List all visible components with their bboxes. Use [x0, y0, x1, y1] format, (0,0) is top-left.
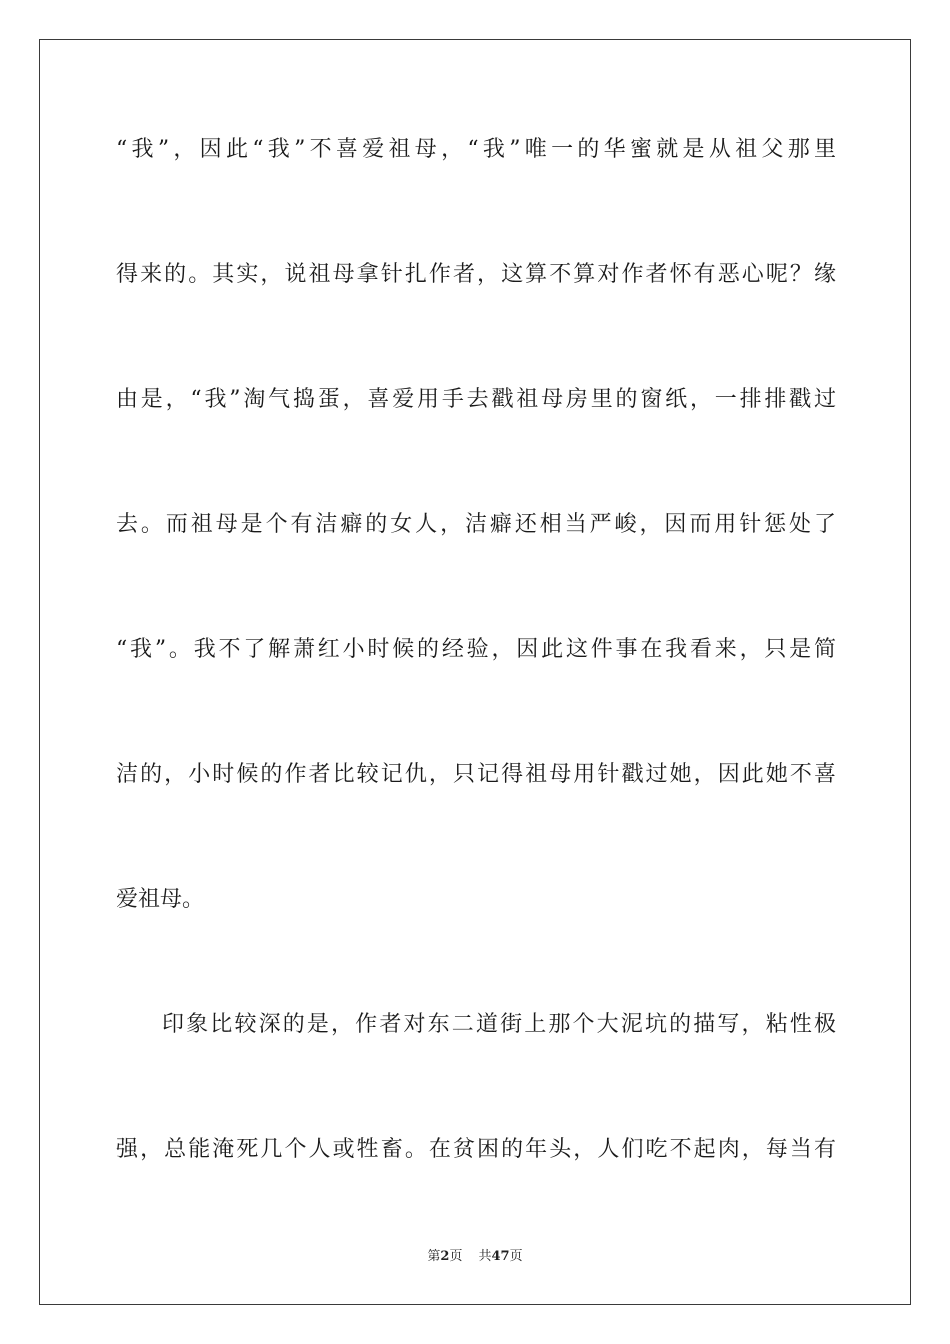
total-prefix: 共 [478, 1249, 492, 1264]
total-pages: 47 [491, 1249, 510, 1264]
text-line: “我”。我不了解萧红小时候的经验，因此这件事在我看来，只是简 [116, 637, 836, 662]
total-suffix: 页 [509, 1249, 523, 1264]
paragraph-first-line: 印象比较深的是，作者对东二道街上那个大泥坑的描写，粘性极 [162, 1012, 836, 1037]
page-footer [0, 1248, 950, 1266]
page-prefix: 第 [427, 1249, 441, 1264]
text-line: 得来的。其实，说祖母拿针扎作者，这算不算对作者怀有恶心呢？缘 [116, 262, 836, 287]
page-number: 2 [440, 1249, 450, 1264]
text-line: 强，总能淹死几个人或牲畜。在贫困的年头，人们吃不起肉，每当有 [116, 1137, 836, 1162]
text-line: 由是，“我”淘气捣蛋，喜爱用手去戳祖母房里的窗纸，一排排戳过 [116, 387, 836, 412]
text-line: 去。而祖母是个有洁癖的女人，洁癖还相当严峻，因而用针惩处了 [116, 512, 836, 537]
text-line: 爱祖母。 [116, 887, 205, 912]
page-border [39, 39, 911, 1305]
text-line: “我”，因此“我”不喜爱祖母，“我”唯一的华蜜就是从祖父那里 [116, 137, 836, 162]
page-suffix: 页 [449, 1249, 463, 1264]
text-line: 洁的，小时候的作者比较记仇，只记得祖母用针戳过她，因此她不喜 [116, 762, 836, 787]
